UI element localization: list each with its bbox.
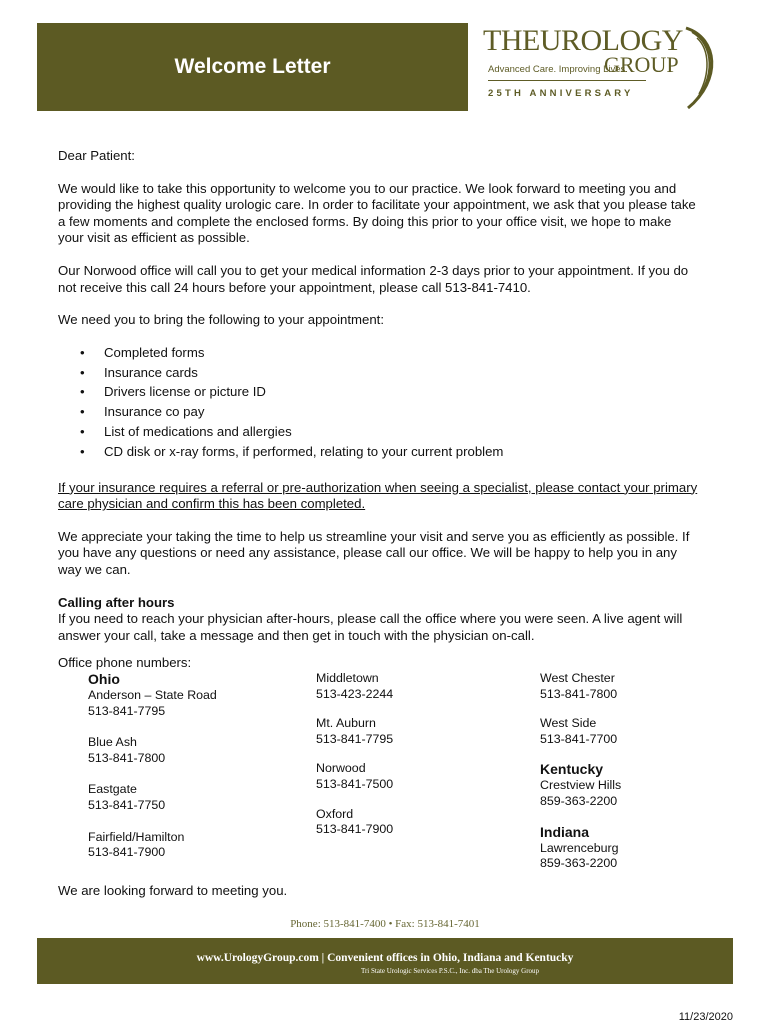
office-phone: 513-841-7800 — [88, 750, 166, 765]
offices-column-3 — [540, 671, 621, 872]
office-entry — [540, 778, 621, 809]
offices-label: Office phone numbers: — [58, 655, 192, 670]
bring-intro: We need you to bring the following to your appointment: — [58, 312, 384, 328]
office-phone: 859-363-2200 — [540, 793, 618, 808]
office-phone: 513-841-7795 — [88, 703, 166, 718]
logo — [480, 22, 730, 112]
office-phone: 513-841-7795 — [316, 731, 394, 746]
office-entry — [88, 688, 217, 719]
contact-line: Phone: 513-841-7400 • Fax: 513-841-7401 — [290, 918, 480, 930]
office-entry — [316, 761, 393, 792]
after-hours-heading: Calling after hours — [58, 594, 175, 610]
office-name: Lawrenceburg — [540, 840, 619, 855]
bring-list — [58, 345, 698, 464]
list-item: • Insurance cards — [58, 365, 698, 385]
office-entry — [316, 671, 393, 702]
document-date: 11/23/2020 — [678, 1011, 733, 1023]
offices-column-ohio-1 — [88, 671, 217, 861]
logo-name: THEUROLOGY — [483, 24, 683, 57]
office-name: Norwood — [316, 761, 366, 776]
logo-anniversary: 25TH ANNIVERSARY — [488, 88, 634, 99]
office-name: Crestview Hills — [540, 778, 622, 793]
list-item: • Drivers license or picture ID — [58, 384, 698, 404]
office-phone: 513-841-7900 — [316, 822, 394, 837]
office-phone: 513-841-7500 — [316, 776, 394, 791]
state-heading-indiana: Indiana — [540, 823, 590, 840]
office-entry — [88, 830, 217, 861]
office-phone: 513-423-2244 — [316, 686, 394, 701]
office-phone: 513-841-7800 — [540, 686, 618, 701]
list-item: • CD disk or x-ray forms, if performed, relating to your current problem — [58, 444, 698, 464]
referral-note: If your insurance requires a referral or pre-authorization when seeing a specialist, please contact your primary care physician and confirm this has been completed. — [58, 479, 698, 512]
office-phone: 513-841-7700 — [540, 731, 618, 746]
office-phone: 513-841-7750 — [88, 797, 166, 812]
office-name: Oxford — [316, 806, 354, 821]
office-name: West Side — [540, 716, 597, 731]
office-entry — [316, 716, 393, 747]
logo-tagline: Advanced Care. Improving Lives. — [488, 64, 628, 75]
office-entry — [316, 807, 393, 838]
greeting: Dear Patient: — [58, 148, 135, 163]
office-entry — [540, 671, 621, 702]
state-heading-ohio: Ohio — [88, 671, 120, 687]
footer-website-line: www.UrologyGroup.com | Convenient offices in Ohio, Indiana and Kentucky — [196, 952, 574, 964]
office-name: Blue Ash — [88, 735, 137, 750]
offices-column-ohio-2 — [316, 671, 393, 838]
footer-legal-line: Tri State Urologic Services P.S.C., Inc. dba The Urology Group — [360, 967, 540, 975]
welcome-paragraph: We would like to take this opportunity to welcome you to our practice. We look forward to meeting you and providing the highest quality urologic care. In order to facilitate your appointment, we ask that you please take a few moments and complete the enclosed forms. By doing this prior to your office visit, we hope to make your visit as efficient as possible. — [58, 180, 696, 246]
office-entry — [88, 735, 217, 766]
office-name: Fairfield/Hamilton — [88, 829, 185, 844]
office-name: Anderson – State Road — [88, 688, 217, 702]
after-hours-text: If you need to reach your physician after-hours, please call the office where you were seen. A live agent will answer your call, take a message and then get in touch with the physician on-call. — [58, 611, 683, 643]
logo-swoosh-icon — [666, 24, 720, 110]
office-phone: 859-363-2200 — [540, 856, 618, 871]
call-paragraph: Our Norwood office will call you to get your medical information 2-3 days prior to your appointment. If you do not receive this call 24 hours before your appointment, please call 513-841-7410. — [58, 262, 689, 295]
letter-body — [58, 148, 698, 644]
office-phone: 513-841-7900 — [88, 845, 166, 860]
office-name: Mt. Auburn — [316, 716, 376, 731]
title-banner — [37, 23, 468, 111]
logo-group-text: GROUP — [604, 52, 679, 77]
page-title: Welcome Letter — [174, 55, 331, 78]
office-name: Middletown — [316, 671, 379, 685]
list-item: • Insurance co pay — [58, 404, 698, 424]
office-entry — [540, 841, 621, 872]
office-entry — [88, 782, 217, 813]
office-entry — [540, 716, 621, 747]
list-item: • List of medications and allergies — [58, 424, 698, 444]
closing-line: We are looking forward to meeting you. — [58, 883, 288, 898]
state-heading-kentucky: Kentucky — [540, 761, 604, 778]
list-item: • Completed forms — [58, 345, 698, 365]
office-name: Eastgate — [88, 782, 137, 797]
logo-divider — [488, 80, 646, 81]
footer-banner — [37, 938, 733, 984]
appreciation-paragraph: We appreciate your taking the time to help us streamline your visit and serve you as efficiently as possible. If you have any questions or need any assistance, please call our office. We will be happy to help you in any way we can. — [58, 528, 690, 577]
office-name: West Chester — [540, 671, 615, 685]
